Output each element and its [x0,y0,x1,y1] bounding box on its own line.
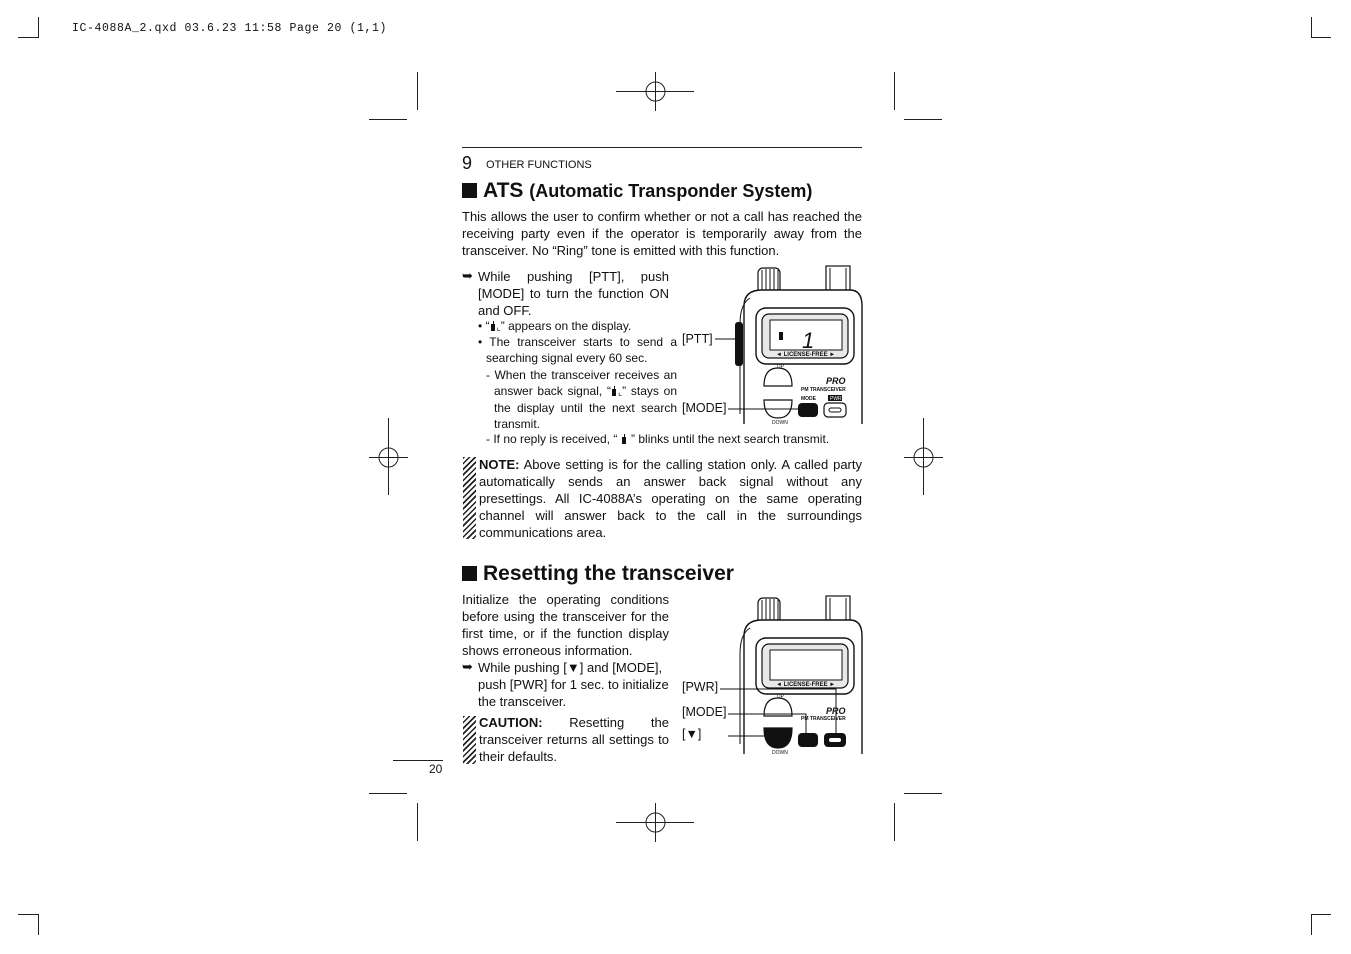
crop-mark [1311,914,1312,935]
svg-text:PWR: PWR [830,396,842,402]
ats-bullet-searching: • The transceiver starts to send a searching signal every 60 sec. [478,335,677,365]
svg-text:PRO: PRO [826,376,846,386]
svg-text:UP: UP [777,364,784,370]
crop-mark [18,914,38,915]
arrow-icon: ➥ [462,659,473,674]
radio-illustration-ats [700,264,866,428]
trim-mark [417,72,418,110]
registration-mark [904,418,944,496]
trim-mark [369,119,407,120]
trim-mark [417,803,418,841]
crop-mark [38,17,39,38]
ats-note: NOTE: Above setting is for the calling station only. A called party automatically sends an answer back signal without any presettings. All IC-4088A’s operating on the same operating channel will answer back to the call in the surroundings communications area. [479,457,862,540]
trim-mark [904,793,942,794]
reset-caution: CAUTION: Resetting the transceiver returns all settings to their defaults. [479,715,669,764]
label-mode: [MODE] [682,401,727,415]
ats-bullet-icon-appears: • “ ⌞” appears on the display. [478,319,632,333]
crop-mark [1311,914,1331,915]
trim-mark [894,72,895,110]
registration-mark [616,72,696,112]
svg-text:DOWN: DOWN [772,420,788,426]
heading-square-icon [462,183,477,198]
crop-mark [18,37,38,38]
registration-mark [616,803,696,843]
svg-text:PRO: PRO [826,706,846,716]
heading-square-icon [462,566,477,581]
caution-hatch [463,716,476,764]
arrow-icon: ➥ [462,268,473,283]
phone-icon [621,434,628,444]
chapter-title: OTHER FUNCTIONS [486,159,592,171]
footer-rule [393,760,443,761]
label-pwr: [PWR] [682,680,719,694]
registration-mark [369,418,409,496]
ats-step: While pushing [PTT], push [MODE] to turn the function ON and OFF. [478,269,669,318]
crop-mark [38,914,39,935]
svg-text:DOWN: DOWN [772,750,788,756]
header-rule [462,147,862,148]
crop-mark [1311,17,1312,38]
ats-sub-noreply: - If no reply is received, “ ” blinks until the next search transmit. [486,432,830,446]
crop-mark [1311,37,1331,38]
svg-text:MODE: MODE [801,396,816,402]
svg-text:UP: UP [777,694,784,700]
ats-sub-answer: - When the transceiver receives an answer back signal, “ ⌞” stays on the display until the next search transmit. [486,368,677,431]
label-mode-reset: [MODE] [682,705,727,719]
svg-text:◄ LICENSE-FREE ►: ◄ LICENSE-FREE ► [776,682,836,688]
phone-icon [490,321,497,331]
print-slug: IC-4088A_2.qxd 03.6.23 11:58 Page 20 (1,1) [72,22,388,35]
trim-mark [904,119,942,120]
page-number: 20 [429,762,443,776]
ats-intro: This allows the user to confirm whether or not a call has reached the receiving party even if the operator is temporarily away from the transceiver. No “Ring” tone is emitted with this function. [462,209,862,258]
reset-intro: Initialize the operating conditions before using the transceiver for the first time, or if the function display shows erroneous information. [462,592,669,658]
ats-heading: ATS (Automatic Transponder System) [462,179,812,203]
chapter-number: 9 [462,153,473,173]
reset-step: While pushing [▼] and [MODE], push [PWR] for 1 sec. to initialize the transceiver. [478,660,669,709]
svg-text:PM TRANSCEIVER: PM TRANSCEIVER [801,387,846,393]
label-down: [▼] [682,727,702,741]
note-hatch [463,457,476,539]
display-digit: 1 [802,328,815,353]
reset-heading: Resetting the transceiver [462,562,734,586]
trim-mark [894,803,895,841]
license-free-text: ◄ LICENSE-FREE ► [776,352,836,358]
radio-illustration-reset [700,594,866,758]
trim-mark [369,793,407,794]
phone-icon [611,386,618,396]
svg-text:PM TRANSCEIVER: PM TRANSCEIVER [801,716,846,722]
label-ptt: [PTT] [682,332,713,346]
